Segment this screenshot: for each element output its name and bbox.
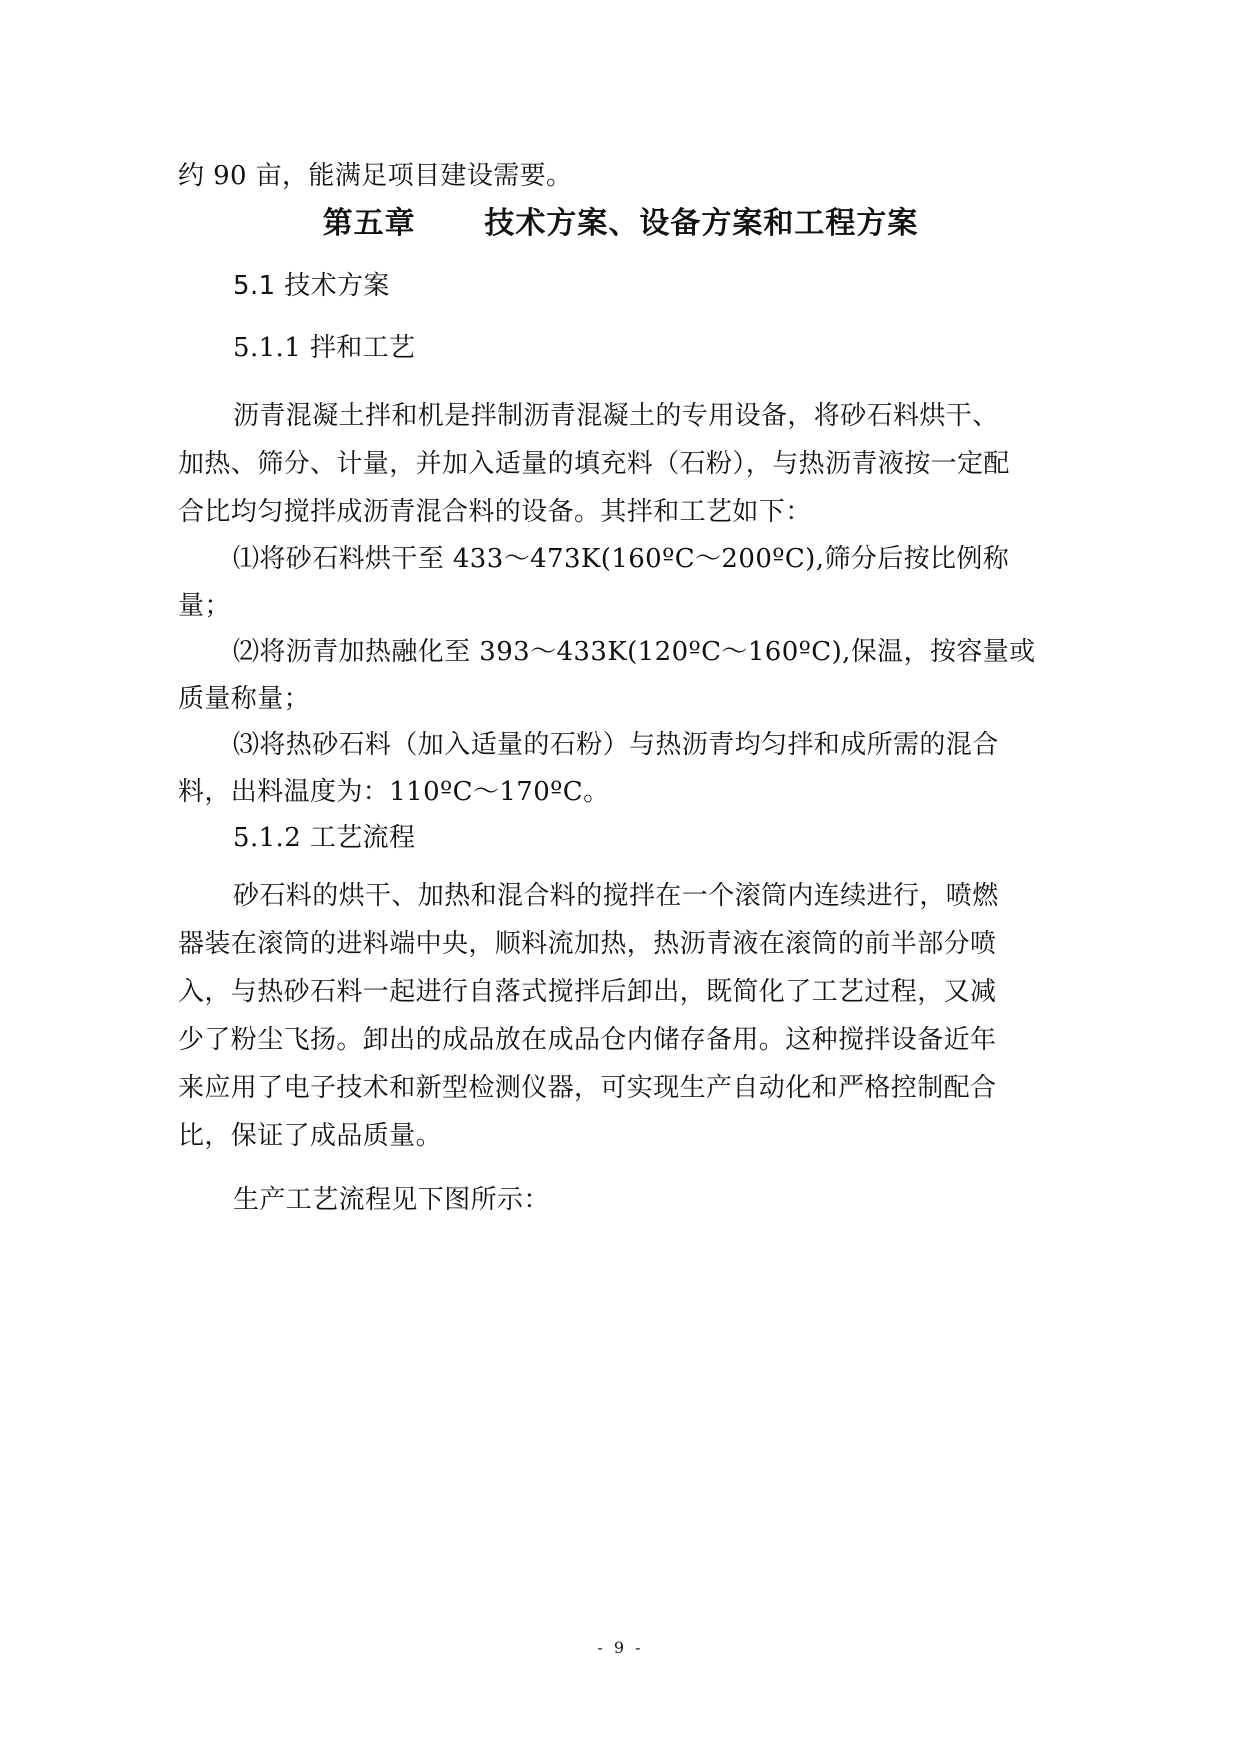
process-step-1: ⑴将砂石料烘干至 433～473K(160ºC～200ºC),筛分后按比例称 [233, 544, 1010, 574]
process-step-2: ⑵将沥青加热融化至 393～433K(120ºC～160ºC),保温，按容量或 [233, 637, 1036, 667]
process-step-2-cont: 质量称量； [178, 684, 311, 714]
paragraph-line: 少了粉尘飞扬。卸出的成品放在成品仓内储存备用。这种搅拌设备近年 [178, 1025, 997, 1055]
paragraph-line: 来应用了电子技术和新型检测仪器，可实现生产自动化和严格控制配合 [178, 1073, 997, 1103]
paragraph-line: 器装在滚筒的进料端中央，顺料流加热，热沥青液在滚筒的前半部分喷 [178, 929, 997, 959]
paragraph-line: 加热、筛分、计量，并加入适量的填充料（石粉），与热沥青液按一定配 [178, 449, 1010, 479]
flow-intro-text: 生产工艺流程见下图所示： [233, 1185, 550, 1215]
paragraph-line: 合比均匀搅拌成沥青混合料的设备。其拌和工艺如下： [178, 497, 812, 527]
section-heading-5-1-1: 5.1.1 拌和工艺 [233, 333, 416, 363]
continuation-text: 约 90 亩，能满足项目建设需要。 [178, 161, 573, 191]
process-step-3: ⑶将热砂石料（加入适量的石粉）与热沥青均匀拌和成所需的混合 [233, 730, 999, 760]
chapter-title: 第五章 技术方案、设备方案和工程方案 [322, 206, 919, 241]
process-step-3-cont: 料，出料温度为：110ºC～170ºC。 [178, 777, 610, 807]
paragraph-line: 沥青混凝土拌和机是拌制沥青混凝土的专用设备，将砂石料烘干、 [233, 401, 999, 431]
page-number: - 9 - [597, 1638, 644, 1657]
process-step-1-cont: 量； [178, 591, 231, 621]
section-heading-5-1-2: 5.1.2 工艺流程 [233, 823, 416, 853]
paragraph-line: 砂石料的烘干、加热和混合料的搅拌在一个滚筒内连续进行，喷燃 [233, 881, 999, 911]
paragraph-line: 入，与热砂石料一起进行自落式搅拌后卸出，既简化了工艺过程，又减 [178, 977, 997, 1007]
section-heading-5-1: 5.1 技术方案 [233, 271, 390, 301]
paragraph-line: 比，保证了成品质量。 [178, 1121, 443, 1151]
